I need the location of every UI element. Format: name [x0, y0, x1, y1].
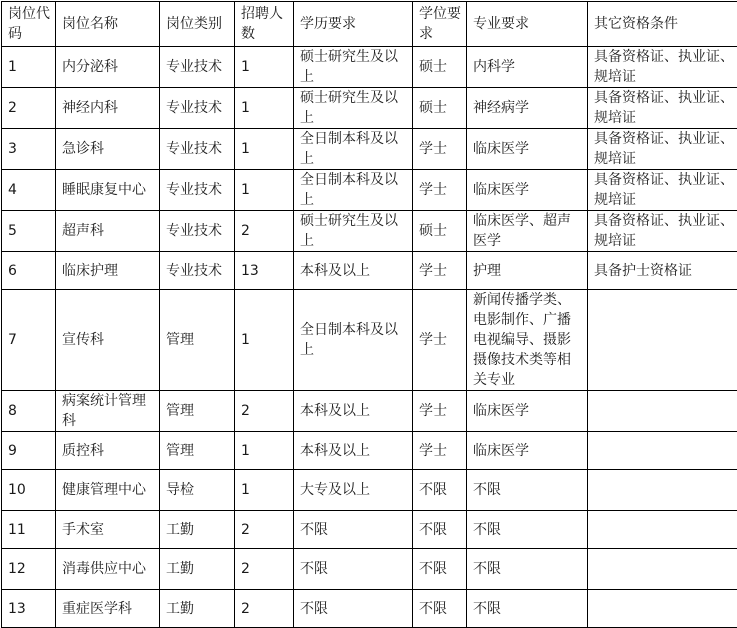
cell-education: 大专及以上	[294, 470, 413, 511]
cell-major: 不限	[467, 511, 588, 549]
cell-position-name: 临床护理	[56, 252, 160, 290]
cell-position-code: 1	[2, 47, 56, 88]
cell-position-name: 消毒供应中心	[56, 549, 160, 590]
cell-other-qualifications	[588, 549, 737, 590]
recruitment-table	[1, 1, 737, 628]
cell-position-category: 专业技术	[160, 129, 235, 170]
cell-education: 全日制本科及以上	[294, 129, 413, 170]
header-major: 专业要求	[467, 2, 588, 47]
cell-other-qualifications	[588, 590, 737, 628]
cell-headcount: 1	[235, 129, 294, 170]
cell-position-code: 5	[2, 211, 56, 252]
cell-other-qualifications	[588, 290, 737, 391]
cell-degree: 硕士	[413, 211, 467, 252]
table-row	[2, 391, 737, 432]
cell-major: 临床医学	[467, 391, 588, 432]
cell-headcount: 2	[235, 511, 294, 549]
cell-position-code: 11	[2, 511, 56, 549]
cell-education: 不限	[294, 511, 413, 549]
cell-position-category: 专业技术	[160, 47, 235, 88]
cell-degree: 学士	[413, 129, 467, 170]
cell-degree: 不限	[413, 470, 467, 511]
header-headcount: 招聘人数	[235, 2, 294, 47]
cell-other-qualifications: 具备资格证、执业证、规培证	[588, 129, 737, 170]
cell-position-category: 专业技术	[160, 252, 235, 290]
cell-education: 本科及以上	[294, 252, 413, 290]
cell-degree: 学士	[413, 290, 467, 391]
cell-major: 神经病学	[467, 88, 588, 129]
table-row	[2, 590, 737, 628]
cell-position-name: 神经内科	[56, 88, 160, 129]
table-row	[2, 511, 737, 549]
cell-position-name: 睡眠康复中心	[56, 170, 160, 211]
cell-position-name: 病案统计管理科	[56, 391, 160, 432]
cell-position-name: 重症医学科	[56, 590, 160, 628]
table-row	[2, 129, 737, 170]
cell-position-category: 管理	[160, 432, 235, 470]
table-row	[2, 170, 737, 211]
cell-position-category: 工勤	[160, 590, 235, 628]
cell-headcount: 2	[235, 549, 294, 590]
cell-education: 不限	[294, 590, 413, 628]
cell-position-code: 10	[2, 470, 56, 511]
cell-headcount: 1	[235, 290, 294, 391]
cell-headcount: 1	[235, 170, 294, 211]
header-row	[2, 2, 737, 47]
table-row	[2, 252, 737, 290]
cell-position-category: 工勤	[160, 549, 235, 590]
cell-degree: 硕士	[413, 47, 467, 88]
table-row	[2, 88, 737, 129]
cell-education: 本科及以上	[294, 391, 413, 432]
cell-major: 临床医学、超声医学	[467, 211, 588, 252]
cell-degree: 学士	[413, 391, 467, 432]
cell-degree: 不限	[413, 511, 467, 549]
cell-position-code: 2	[2, 88, 56, 129]
cell-headcount: 1	[235, 47, 294, 88]
cell-position-code: 8	[2, 391, 56, 432]
cell-degree: 学士	[413, 170, 467, 211]
cell-degree: 不限	[413, 590, 467, 628]
header-position-category: 岗位类别	[160, 2, 235, 47]
cell-degree: 不限	[413, 549, 467, 590]
cell-education: 全日制本科及以上	[294, 290, 413, 391]
cell-major: 不限	[467, 590, 588, 628]
cell-position-category: 工勤	[160, 511, 235, 549]
cell-major: 新闻传播学类、电影制作、广播电视编导、摄影摄像技术类等相关专业	[467, 290, 588, 391]
cell-position-category: 管理	[160, 391, 235, 432]
cell-position-name: 急诊科	[56, 129, 160, 170]
cell-education: 不限	[294, 549, 413, 590]
cell-headcount: 13	[235, 252, 294, 290]
cell-position-code: 12	[2, 549, 56, 590]
cell-degree: 学士	[413, 252, 467, 290]
cell-position-name: 超声科	[56, 211, 160, 252]
cell-other-qualifications: 具备资格证、执业证、规培证	[588, 88, 737, 129]
cell-major: 临床医学	[467, 432, 588, 470]
table-row	[2, 290, 737, 391]
cell-major: 护理	[467, 252, 588, 290]
cell-education: 硕士研究生及以上	[294, 47, 413, 88]
cell-major: 不限	[467, 470, 588, 511]
cell-position-category: 专业技术	[160, 211, 235, 252]
cell-education: 硕士研究生及以上	[294, 211, 413, 252]
cell-other-qualifications	[588, 432, 737, 470]
table-row	[2, 549, 737, 590]
cell-position-name: 内分泌科	[56, 47, 160, 88]
cell-position-name: 质控科	[56, 432, 160, 470]
cell-position-code: 13	[2, 590, 56, 628]
cell-headcount: 2	[235, 590, 294, 628]
cell-position-name: 健康管理中心	[56, 470, 160, 511]
cell-position-name: 手术室	[56, 511, 160, 549]
cell-position-code: 3	[2, 129, 56, 170]
cell-major: 不限	[467, 549, 588, 590]
cell-other-qualifications	[588, 511, 737, 549]
cell-position-code: 6	[2, 252, 56, 290]
cell-degree: 学士	[413, 432, 467, 470]
cell-education: 全日制本科及以上	[294, 170, 413, 211]
cell-major: 临床医学	[467, 170, 588, 211]
cell-education: 本科及以上	[294, 432, 413, 470]
cell-degree: 硕士	[413, 88, 467, 129]
cell-major: 内科学	[467, 47, 588, 88]
cell-other-qualifications: 具备资格证、执业证、规培证	[588, 47, 737, 88]
cell-headcount: 2	[235, 211, 294, 252]
table-row	[2, 211, 737, 252]
cell-position-category: 专业技术	[160, 170, 235, 211]
cell-position-code: 9	[2, 432, 56, 470]
cell-other-qualifications: 具备护士资格证	[588, 252, 737, 290]
cell-headcount: 1	[235, 88, 294, 129]
table-row	[2, 470, 737, 511]
cell-position-category: 导检	[160, 470, 235, 511]
header-other-qualifications: 其它资格条件	[588, 2, 737, 47]
table-row	[2, 432, 737, 470]
cell-headcount: 1	[235, 470, 294, 511]
cell-education: 硕士研究生及以上	[294, 88, 413, 129]
header-position-name: 岗位名称	[56, 2, 160, 47]
cell-other-qualifications: 具备资格证、执业证、规培证	[588, 170, 737, 211]
header-degree: 学位要求	[413, 2, 467, 47]
cell-position-category: 专业技术	[160, 88, 235, 129]
cell-major: 临床医学	[467, 129, 588, 170]
header-education: 学历要求	[294, 2, 413, 47]
cell-headcount: 1	[235, 432, 294, 470]
cell-position-name: 宣传科	[56, 290, 160, 391]
cell-other-qualifications: 具备资格证、执业证、规培证	[588, 211, 737, 252]
cell-position-category: 管理	[160, 290, 235, 391]
table-row	[2, 47, 737, 88]
cell-other-qualifications	[588, 470, 737, 511]
cell-headcount: 2	[235, 391, 294, 432]
header-position-code: 岗位代码	[2, 2, 56, 47]
cell-position-code: 7	[2, 290, 56, 391]
cell-position-code: 4	[2, 170, 56, 211]
cell-other-qualifications	[588, 391, 737, 432]
